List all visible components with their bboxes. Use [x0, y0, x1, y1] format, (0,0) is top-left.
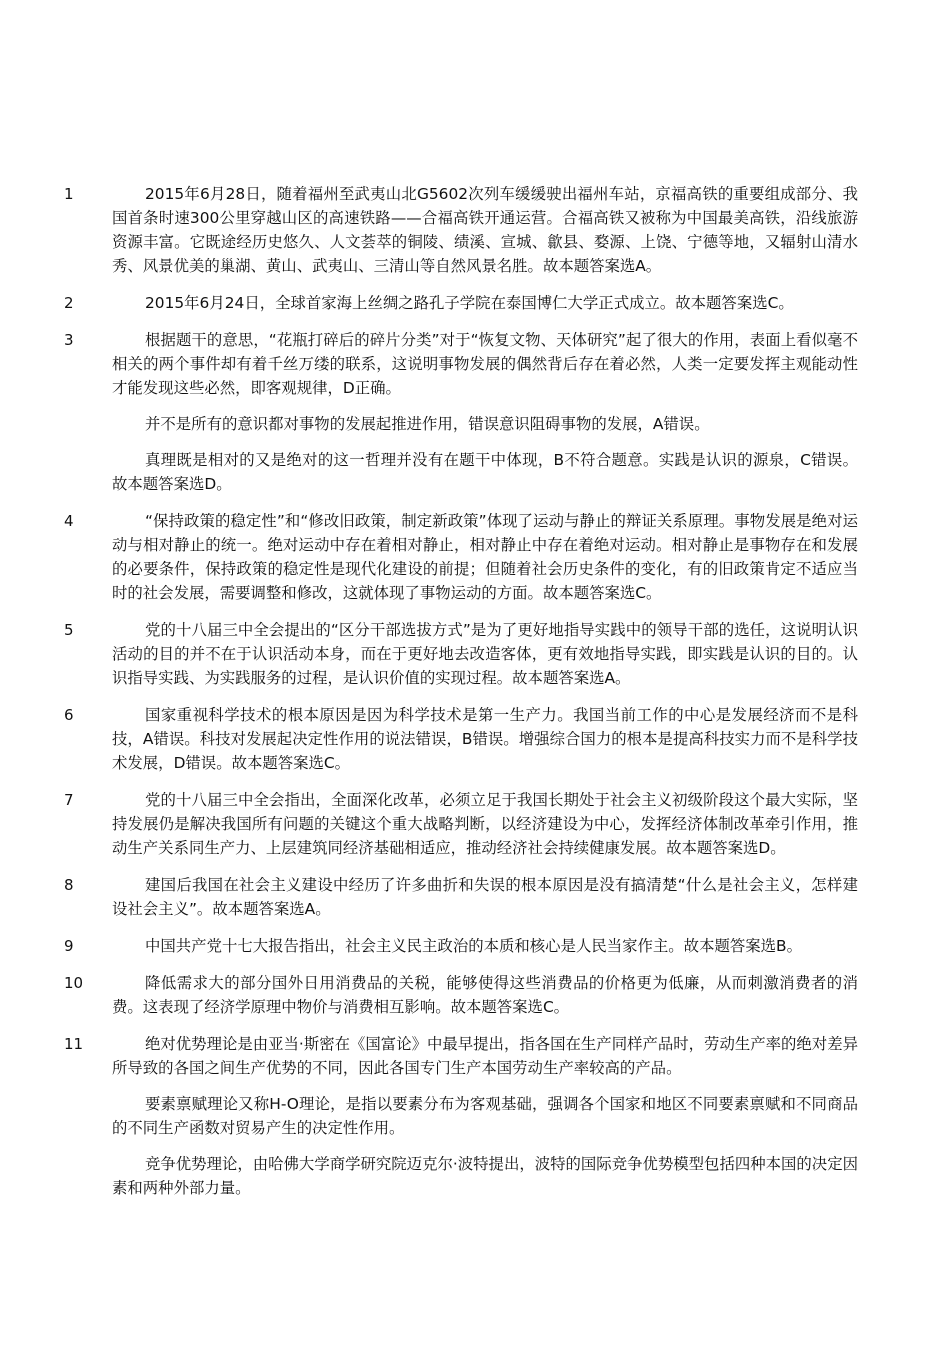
explanation-paragraph: 国家重视科学技术的根本原因是因为科学技术是第一生产力。我国当前工作的中心是发展经济而不是科技，A错误。科技对发展起决定性作用的说法错误，B错误。增强综合国力的根本是提高科技实力而不是科学技术发展，D错误。故本题答案选C。	[112, 706, 858, 772]
answer-item	[0, 699, 950, 779]
explanation-paragraph: 2015年6月28日，随着福州至武夷山北G5602次列车缓缓驶出福州车站，京福高铁的重要组成部分、我国首条时速300公里穿越山区的高速铁路——合福高铁开通运营。合福高铁又被称为中国最美高铁，沿线旅游资源丰富。它既途经历史悠久、人文荟萃的铜陵、绩溪、宣城、歙县、婺源、上饶、宁德等地，又辐射山清水秀、风景优美的巢湖、黄山、武夷山、三清山等自然风景名胜。故本题答案选A。	[112, 185, 858, 275]
explanation-paragraph: 根据题干的意思，“花瓶打碎后的碎片分类”对于“恢复文物、天体研究”起了很大的作用，表面上看似毫不相关的两个事件却有着千丝万缕的联系，这说明事物发展的偶然背后存在着必然，人类一定要发挥主观能动性才能发现这些必然，即客观规律，D正确。	[112, 331, 858, 397]
explanation-paragraph: “保持政策的稳定性”和“修改旧政策，制定新政策”体现了运动与静止的辩证关系原理。事物发展是绝对运动与相对静止的统一。绝对运动中存在着相对静止，相对静止中存在着绝对运动。相对静止是事物存在和发展的必要条件，保持政策的稳定性是现代化建设的前提；但随着社会历史条件的变化，有的旧政策肯定不适应当时的社会发展，需要调整和修改，这就体现了事物运动的方面。故本题答案选C。	[112, 512, 858, 602]
question-number: 1	[64, 185, 74, 203]
explanation-paragraph: 2015年6月24日，全球首家海上丝绸之路孔子学院在泰国博仁大学正式成立。故本题答案选C。	[145, 294, 794, 312]
explanation-paragraph: 党的十八届三中全会指出，全面深化改革，必须立足于我国长期处于社会主义初级阶段这个最大实际，坚持发展仍是解决我国所有问题的关键这个重大战略判断，以经济建设为中心，发挥经济体制改革牵引作用，推动生产关系同生产力、上层建筑同经济基础相适应，推动经济社会持续健康发展。故本题答案选D。	[112, 791, 858, 857]
answer-item	[0, 287, 950, 319]
explanation-paragraph: 党的十八届三中全会提出的“区分干部选拔方式”是为了更好地指导实践中的领导干部的选任，这说明认识活动的目的并不在于认识活动本身，而在于更好地去改造客体，更有效地指导实践，即实践是认识的目的。认识指导实践、为实践服务的过程，是认识价值的实现过程。故本题答案选A。	[112, 621, 858, 687]
explanation-paragraph: 竞争优势理论，由哈佛大学商学研究院迈克尔·波特提出，波特的国际竞争优势模型包括四种本国的决定因素和两种外部力量。	[112, 1155, 858, 1197]
answer-item	[0, 505, 950, 609]
answer-item	[0, 869, 950, 925]
explanation-paragraph: 真理既是相对的又是绝对的这一哲理并没有在题干中体现，B不符合题意。实践是认识的源泉，C错误。故本题答案选D。	[112, 451, 858, 493]
question-number: 11	[64, 1035, 84, 1053]
explanation-paragraph: 并不是所有的意识都对事物的发展起推进作用，错误意识阻碍事物的发展，A错误。	[145, 415, 710, 433]
explanation-paragraph: 要素禀赋理论又称H-O理论，是指以要素分布为客观基础，强调各个国家和地区不同要素禀赋和不同商品的不同生产函数对贸易产生的决定性作用。	[112, 1095, 858, 1137]
question-number: 4	[64, 512, 74, 530]
question-number: 7	[64, 791, 74, 809]
answer-item	[0, 614, 950, 694]
answer-item	[0, 178, 950, 282]
question-number: 5	[64, 621, 74, 639]
answer-item	[0, 967, 950, 1023]
question-number: 2	[64, 294, 74, 312]
answer-item	[0, 784, 950, 864]
question-number: 6	[64, 706, 74, 724]
question-number: 10	[64, 974, 84, 992]
explanation-paragraph: 绝对优势理论是由亚当·斯密在《国富论》中最早提出，指各国在生产同样产品时，劳动生产率的绝对差异所导致的各国之间生产优势的不同，因此各国专门生产本国劳动生产率较高的产品。	[112, 1035, 858, 1077]
question-number: 3	[64, 331, 74, 349]
explanation-paragraph: 降低需求大的部分国外日用消费品的关税，能够使得这些消费品的价格更为低廉，从而刺激消费者的消费。这表现了经济学原理中物价与消费相互影响。故本题答案选C。	[112, 974, 858, 1016]
answer-item	[0, 930, 950, 962]
answer-explanations	[0, 178, 950, 1204]
explanation-paragraph: 中国共产党十七大报告指出，社会主义民主政治的本质和核心是人民当家作主。故本题答案选B。	[145, 937, 802, 955]
question-number: 9	[64, 937, 74, 955]
answer-item	[0, 1028, 950, 1204]
explanation-paragraph: 建国后我国在社会主义建设中经历了许多曲折和失误的根本原因是没有搞清楚“什么是社会主义，怎样建设社会主义”。故本题答案选A。	[112, 876, 858, 918]
answer-item	[0, 324, 950, 500]
question-number: 8	[64, 876, 74, 894]
